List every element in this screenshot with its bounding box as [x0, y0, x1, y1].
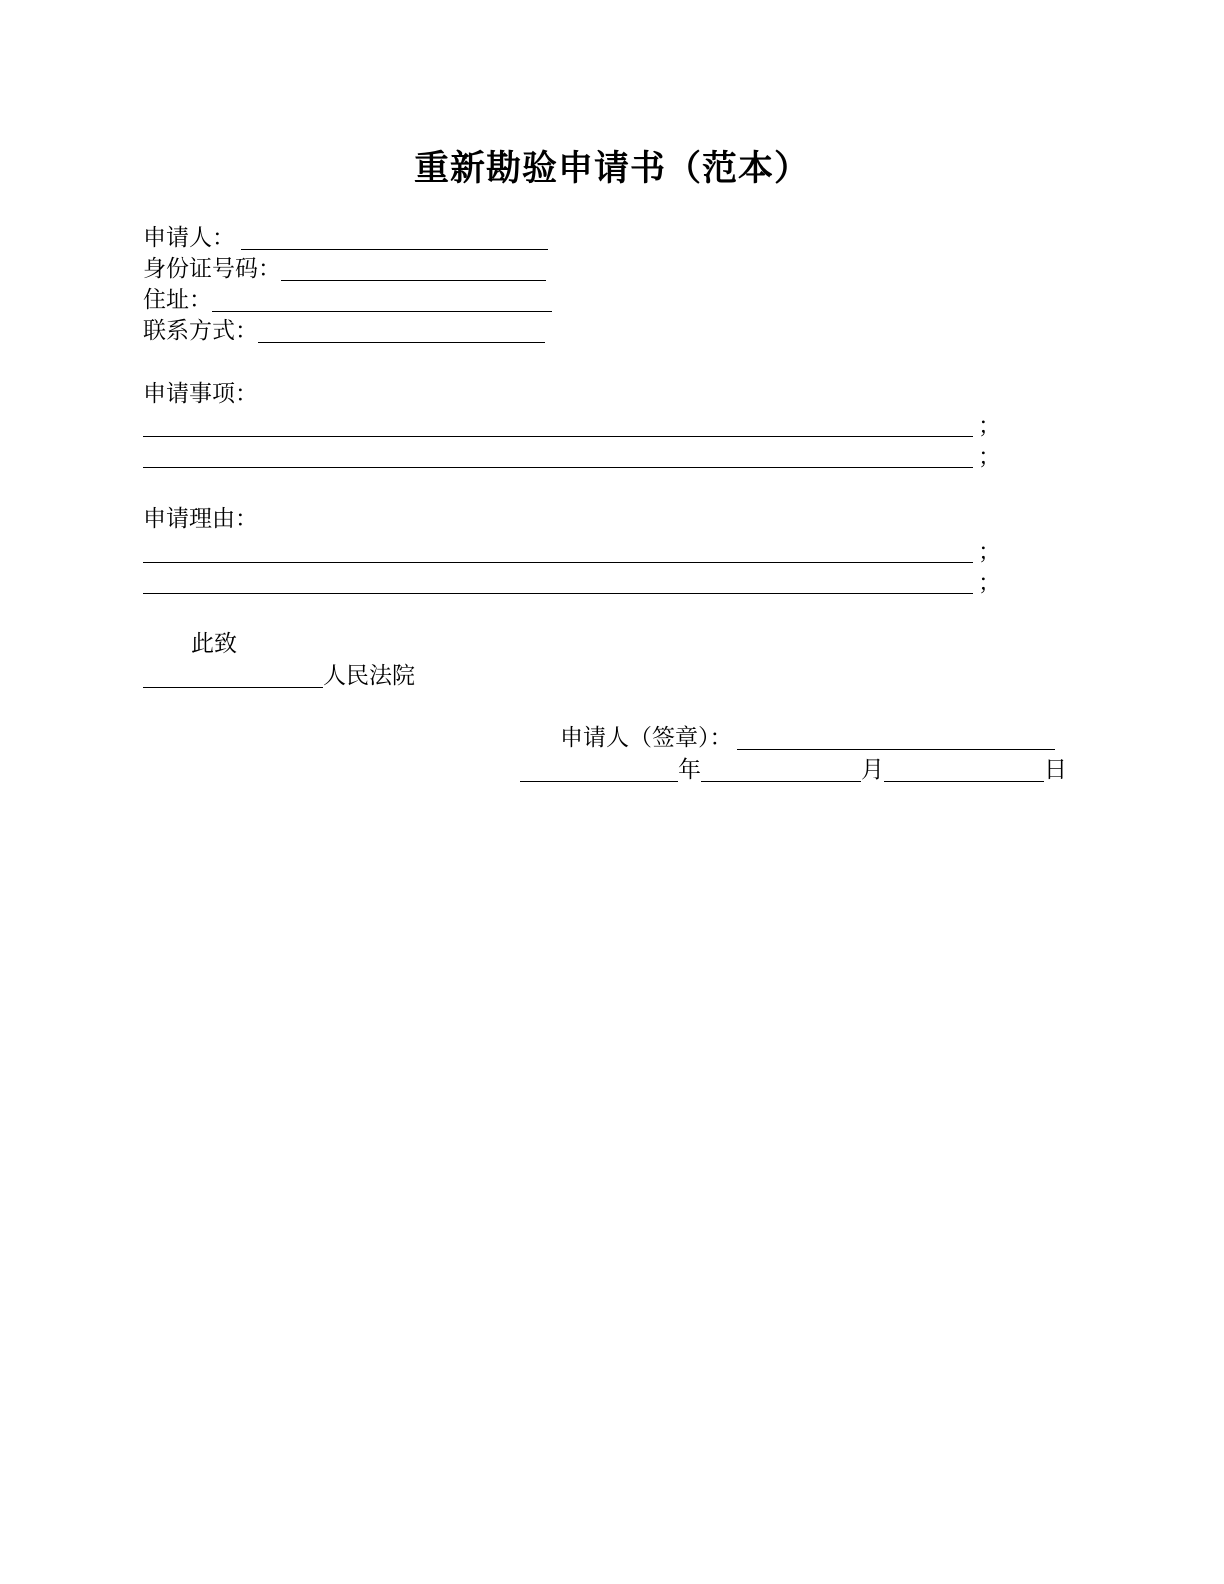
- signature-blank[interactable]: [737, 723, 1055, 750]
- applicant-label: 申请人：: [143, 225, 235, 251]
- reasons-blank-2[interactable]: [143, 571, 973, 594]
- address-blank[interactable]: [212, 285, 552, 312]
- matters-blank-1[interactable]: [143, 414, 973, 437]
- salutation: 此致: [191, 631, 237, 657]
- contact-row: [143, 316, 545, 346]
- signer-label: 申请人（签章）：: [560, 725, 733, 751]
- reasons-semicolon-1: ；: [978, 539, 1001, 565]
- year-blank[interactable]: [520, 755, 678, 782]
- reasons-blank-1[interactable]: [143, 540, 973, 563]
- court-suffix: 人民法院: [323, 663, 415, 689]
- month-blank[interactable]: [701, 755, 861, 782]
- signer-row: [560, 723, 1055, 753]
- matters-semicolon-2: ；: [978, 444, 1001, 470]
- reasons-label: 申请理由：: [143, 506, 258, 532]
- matters-semicolon-1: ；: [978, 413, 1001, 439]
- court-name-blank[interactable]: [143, 661, 323, 688]
- month-label: 月: [861, 757, 884, 783]
- applicant-row: [143, 223, 548, 253]
- day-label: 日: [1044, 757, 1067, 783]
- year-label: 年: [678, 757, 701, 783]
- matters-blank-2[interactable]: [143, 445, 973, 468]
- court-row: [143, 661, 415, 691]
- contact-blank[interactable]: [258, 316, 545, 343]
- matters-label: 申请事项：: [143, 381, 258, 407]
- contact-label: 联系方式：: [143, 318, 258, 344]
- day-blank[interactable]: [884, 755, 1044, 782]
- reasons-semicolon-2: ；: [978, 570, 1001, 596]
- address-row: [143, 285, 552, 315]
- address-label: 住址：: [143, 287, 212, 313]
- id-number-blank[interactable]: [281, 254, 546, 281]
- document-title: 重新勘验申请书（范本）: [413, 149, 810, 189]
- date-row: [520, 755, 1067, 785]
- id-number-label: 身份证号码：: [143, 256, 281, 282]
- id-number-row: [143, 254, 546, 284]
- applicant-blank[interactable]: [241, 223, 548, 250]
